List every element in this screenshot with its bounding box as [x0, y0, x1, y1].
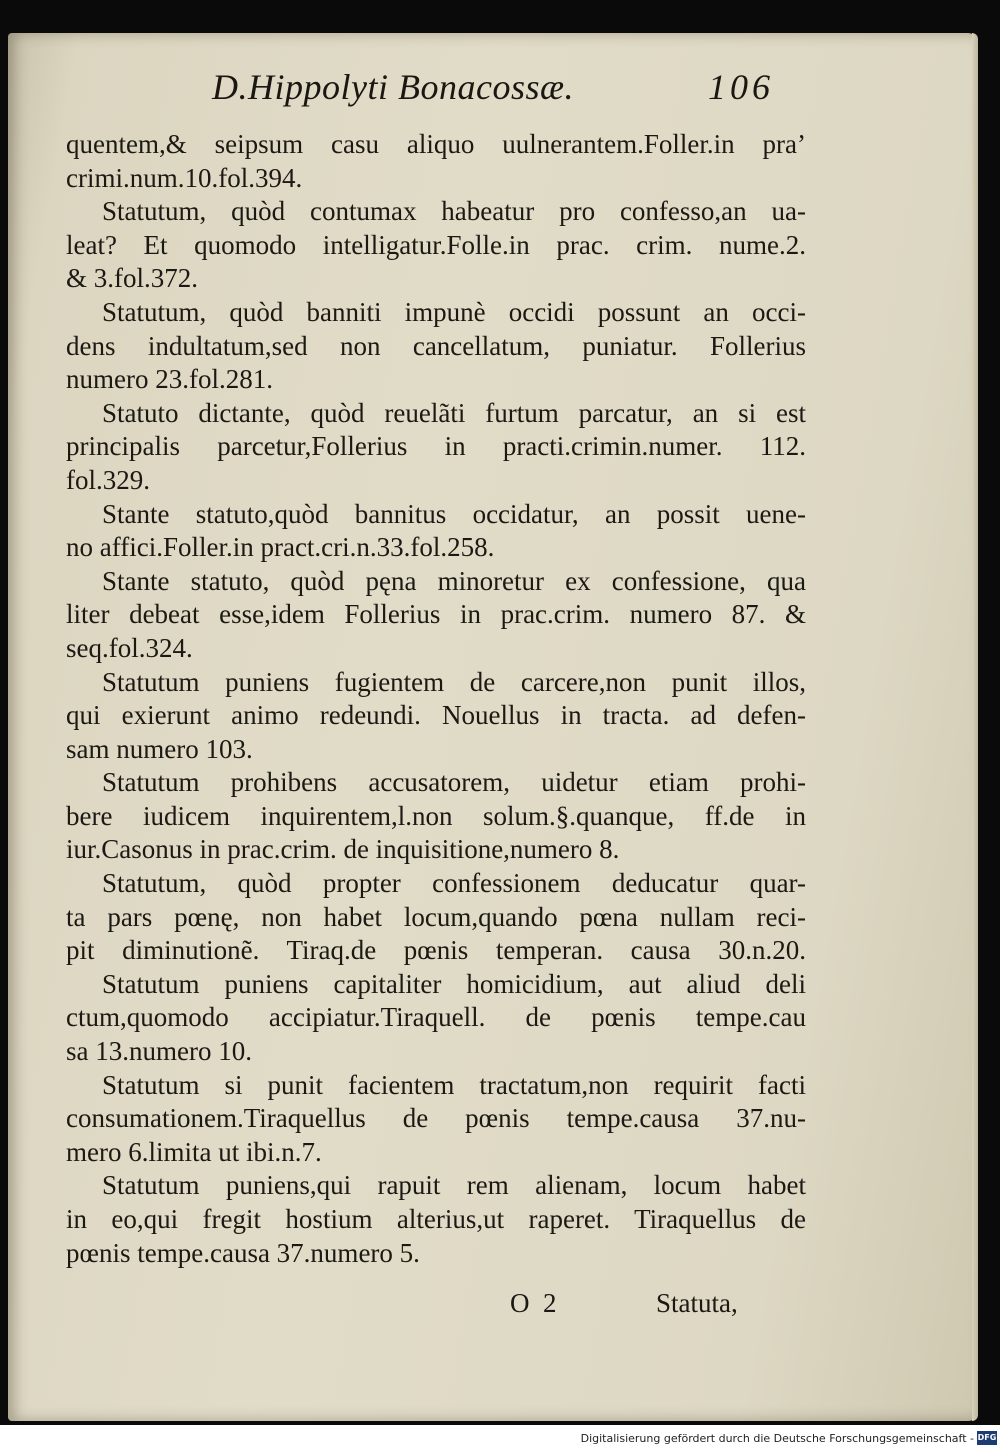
- text-line: pit diminutionẽ. Tiraq.de pœnis temperan. causa 30.n.20.: [66, 935, 806, 966]
- text-line: seq.fol.324.: [66, 632, 193, 663]
- digitization-credit: Digitalisierung gefördert durch die Deutsche Forschungsgemeinschaft -: [580, 1432, 974, 1445]
- text-line: ta pars pœnę, non habet locum,quando pœna nullam reci-: [66, 901, 806, 932]
- text-line: Statutum puniens,qui rapuit rem alienam, locum habet: [102, 1170, 806, 1201]
- text-line: qui exierunt animo redeundi. Nouellus in tracta. ad defen-: [66, 700, 806, 731]
- text-line: Statutum puniens capitaliter homicidium, aut aliud deli: [102, 968, 806, 999]
- text-line: Statutum si punit facientem tractatum,non requirit facti: [102, 1069, 806, 1100]
- text-line: Stante statuto, quòd pęna minoretur ex confessione, qua: [102, 565, 806, 596]
- catchword: Statuta,: [656, 1288, 738, 1318]
- running-head-title: D.Hippolyti Bonacossæ.: [212, 67, 574, 107]
- text-line: Stante statuto,quòd bannitus occidatur, an possit uene-: [102, 498, 806, 529]
- text-line: Statutum, quòd contumax habeatur pro confesso,an ua-: [102, 196, 806, 227]
- text-line: Statutum, quòd propter confessionem deducatur quar-: [102, 868, 806, 899]
- running-head: [0, 66, 1000, 116]
- text-line: ctum,quomodo accipiatur.Tiraquell. de pœnis tempe.cau: [66, 1002, 806, 1033]
- text-line: no affici.Foller.in pract.cri.n.33.fol.258.: [66, 532, 495, 563]
- text-line: Statutum, quòd banniti impunè occidi possunt an occi-: [102, 296, 806, 327]
- text-line: liter debeat esse,idem Follerius in prac.crim. numero 87. &: [66, 599, 806, 630]
- text-line: Statutum puniens fugientem de carcere,non punit illos,: [102, 666, 806, 697]
- text-line: leat? Et quomodo intelligatur.Folle.in prac. crim. nume.2.: [66, 229, 806, 260]
- text-line: iur.Casonus in prac.crim. de inquisitione,numero 8.: [66, 834, 620, 865]
- text-line: quentem,& seipsum casu aliquo uulnerantem.Foller.in pra’: [66, 129, 806, 159]
- text-line: sa 13.numero 10.: [66, 1036, 252, 1067]
- text-line: principalis parcetur,Follerius in practi.crimin.numer. 112.: [66, 431, 806, 462]
- text-line: dens indultatum,sed non cancellatum, puniatur. Follerius: [66, 330, 806, 361]
- text-line: bere iudicem inquirentem,l.non solum.§.quanque, ff.de in: [66, 800, 806, 831]
- text-line: Statutum prohibens accusatorem, uidetur etiam prohi-: [102, 767, 806, 798]
- body-text: [66, 128, 806, 1270]
- page-edge: [972, 33, 978, 1421]
- text-line: Statuto dictante, quòd reuelãti furtum parcatur, an si est: [102, 397, 806, 428]
- text-line: sam numero 103.: [66, 733, 253, 764]
- dfg-logo: DFG: [977, 1431, 997, 1445]
- text-line: mero 6.limita ut ibi.n.7.: [66, 1136, 322, 1167]
- text-line: & 3.fol.372.: [66, 263, 198, 294]
- text-line: in eo,qui fregit hostium alterius,ut raperet. Tiraquellus de: [66, 1204, 806, 1234]
- page-number: 106: [708, 67, 774, 107]
- text-line: crimi.num.10.fol.394.: [66, 162, 303, 193]
- text-line: fol.329.: [66, 464, 150, 495]
- text-line: numero 23.fol.281.: [66, 364, 273, 395]
- footer-bar: [0, 1425, 1000, 1453]
- text-line: pœnis tempe.causa 37.numero 5.: [66, 1237, 420, 1268]
- signature-row: [0, 1288, 1000, 1328]
- text-line: consumationem.Tiraquellus de pœnis tempe.causa 37.nu-: [66, 1103, 806, 1134]
- signature-mark: O 2: [510, 1288, 557, 1318]
